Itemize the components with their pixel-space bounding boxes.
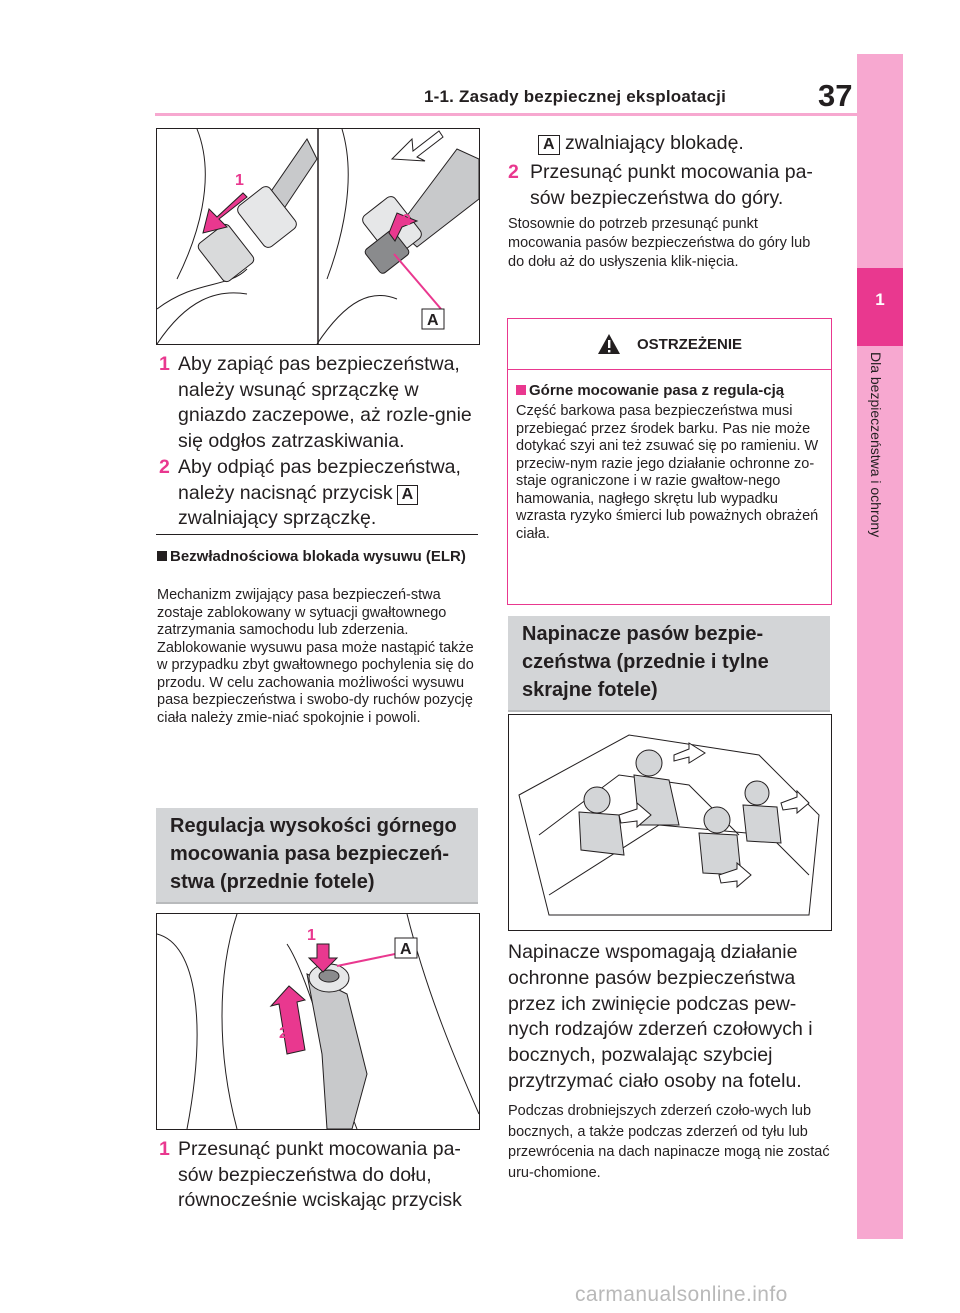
fig1-callout-1: 1: [235, 172, 244, 189]
step-text: Przesunąć punkt mocowania pa-sów bezpieczeństwa do góry.: [530, 161, 813, 209]
warning-title: OSTRZEŻENIE: [636, 335, 742, 353]
buckle-step-2: [159, 455, 479, 532]
fig2-callout-1: 1: [307, 927, 316, 944]
pretensioner-figure: [508, 714, 832, 931]
buckle-figure: [156, 128, 480, 345]
chapter-side-tab: [857, 54, 903, 1239]
anchor-illustration: [157, 914, 479, 1129]
warning-header: [508, 319, 831, 370]
warning-body: Część barkowa pasa bezpieczeństwa musi przebiegać przez środek barku. Pas nie może dotykać szyi ani też zsuwać się po ramieniu. W przeciw-nym razie jego działanie ochronne zo-staje ograniczone i w razie gwałtow-nego hamowania, nagłego skrętu lub wypadku wzrasta ryzyko śmierci lub poważnych obrażeń ciała.: [516, 403, 819, 542]
step-text: zwalniający blokadę.: [564, 132, 744, 154]
anchor-figure: [156, 913, 480, 1130]
label-a-box: A: [397, 485, 419, 505]
warning-box: [507, 318, 832, 605]
fig2-label-a: A: [400, 941, 412, 958]
chapter-number: 1: [875, 290, 885, 309]
height-note: Stosownie do potrzeb przesunąć punkt mocowania pasów bezpieczeństwa do góry lub do dołu aż do usłyszenia klik-nięcia.: [508, 216, 811, 270]
elr-body: Mechanizm zwijający pasa bezpieczeń-stwa zostaje zablokowany w sytuacji gwałtownego zatrzymania samochodu lub zderzenia. Zablokowanie wysuwu pasa może nastąpić także w przypadku zbyt gwałtownego pochylenia się do przodu. W celu zachowania możliwości wysuwu pasa bezpieczeństwa i swobo-dy ruchów pozycję ciała należy zmie-niać spokojnie i powoli.: [157, 587, 474, 726]
height-step-2: [508, 160, 830, 211]
pretensioners-main-text: Napinacze wspomagają działanie ochronne pasów bezpieczeństwa przez ich zwinięcie podczas pew-nych rodzajów zderzeń czołowych i bocznych, pozwalając szybciej przytrzymać ciało osoby na fotelu.: [508, 941, 813, 1092]
warning-triangle-icon: [597, 333, 621, 355]
fig2-callout-2: 2: [279, 1025, 288, 1042]
page-number: 37: [818, 78, 853, 113]
step-text-after: zwalniający sprzączkę.: [178, 507, 377, 529]
header-rule: [155, 113, 857, 116]
fig1-callout-2: 2: [402, 212, 411, 229]
buckle-step-1: [159, 352, 479, 454]
step-text: Aby zapiąć pas bezpieczeństwa, należy wsunąć sprzączkę w gniazdo zaczepowe, aż rozle-gnie się odgłos zatrzaskiwania.: [178, 353, 472, 452]
watermark: carmanualsonline.info: [575, 1283, 788, 1306]
buckle-illustration: [157, 129, 479, 344]
section-title: 1-1. Zasady bezpiecznej eksploatacji: [424, 87, 726, 106]
square-bullet-icon: [157, 551, 167, 561]
warning-subheading: Górne mocowanie pasa z regula-cją: [508, 370, 831, 399]
step-number: 1: [159, 353, 170, 375]
step-number: 2: [159, 456, 170, 478]
step-number: 2: [508, 161, 519, 183]
label-a-box: A: [538, 135, 560, 155]
step-text: Aby odpiąć pas bezpieczeństwa, należy nacisnąć przycisk: [178, 456, 461, 504]
pretensioners-note: Podczas drobniejszych zderzeń czoło-wych lub bocznych, a także podczas zderzeń od tyłu lub przewrócenia na dach napinacze mogą nie zostać uru-chomione.: [508, 1103, 830, 1181]
square-bullet-icon: [516, 385, 526, 395]
height-step-1-continued: [508, 131, 830, 157]
step-number: 1: [159, 1138, 170, 1160]
pretensioners-heading: Napinacze pasów bezpie-czeństwa (przednie i tylne skrajne fotele): [508, 616, 830, 712]
height-step-1: [159, 1137, 479, 1214]
elr-heading: Bezwładnościowa blokada wysuwu (ELR): [157, 548, 479, 565]
step-text: Przesunąć punkt mocowania pa-sów bezpieczeństwa do dołu, równocześnie wciskając przycisk: [178, 1138, 462, 1211]
car-interior-illustration: [509, 715, 831, 930]
divider: [156, 534, 478, 535]
height-adjust-heading: Regulacja wysokości górnego mocowania pasa bezpieczeń-stwa (przednie fotele): [156, 808, 478, 904]
chapter-title: Dla bezpieczeństwa i ochrony: [868, 352, 884, 538]
fig1-label-a: A: [427, 312, 439, 329]
